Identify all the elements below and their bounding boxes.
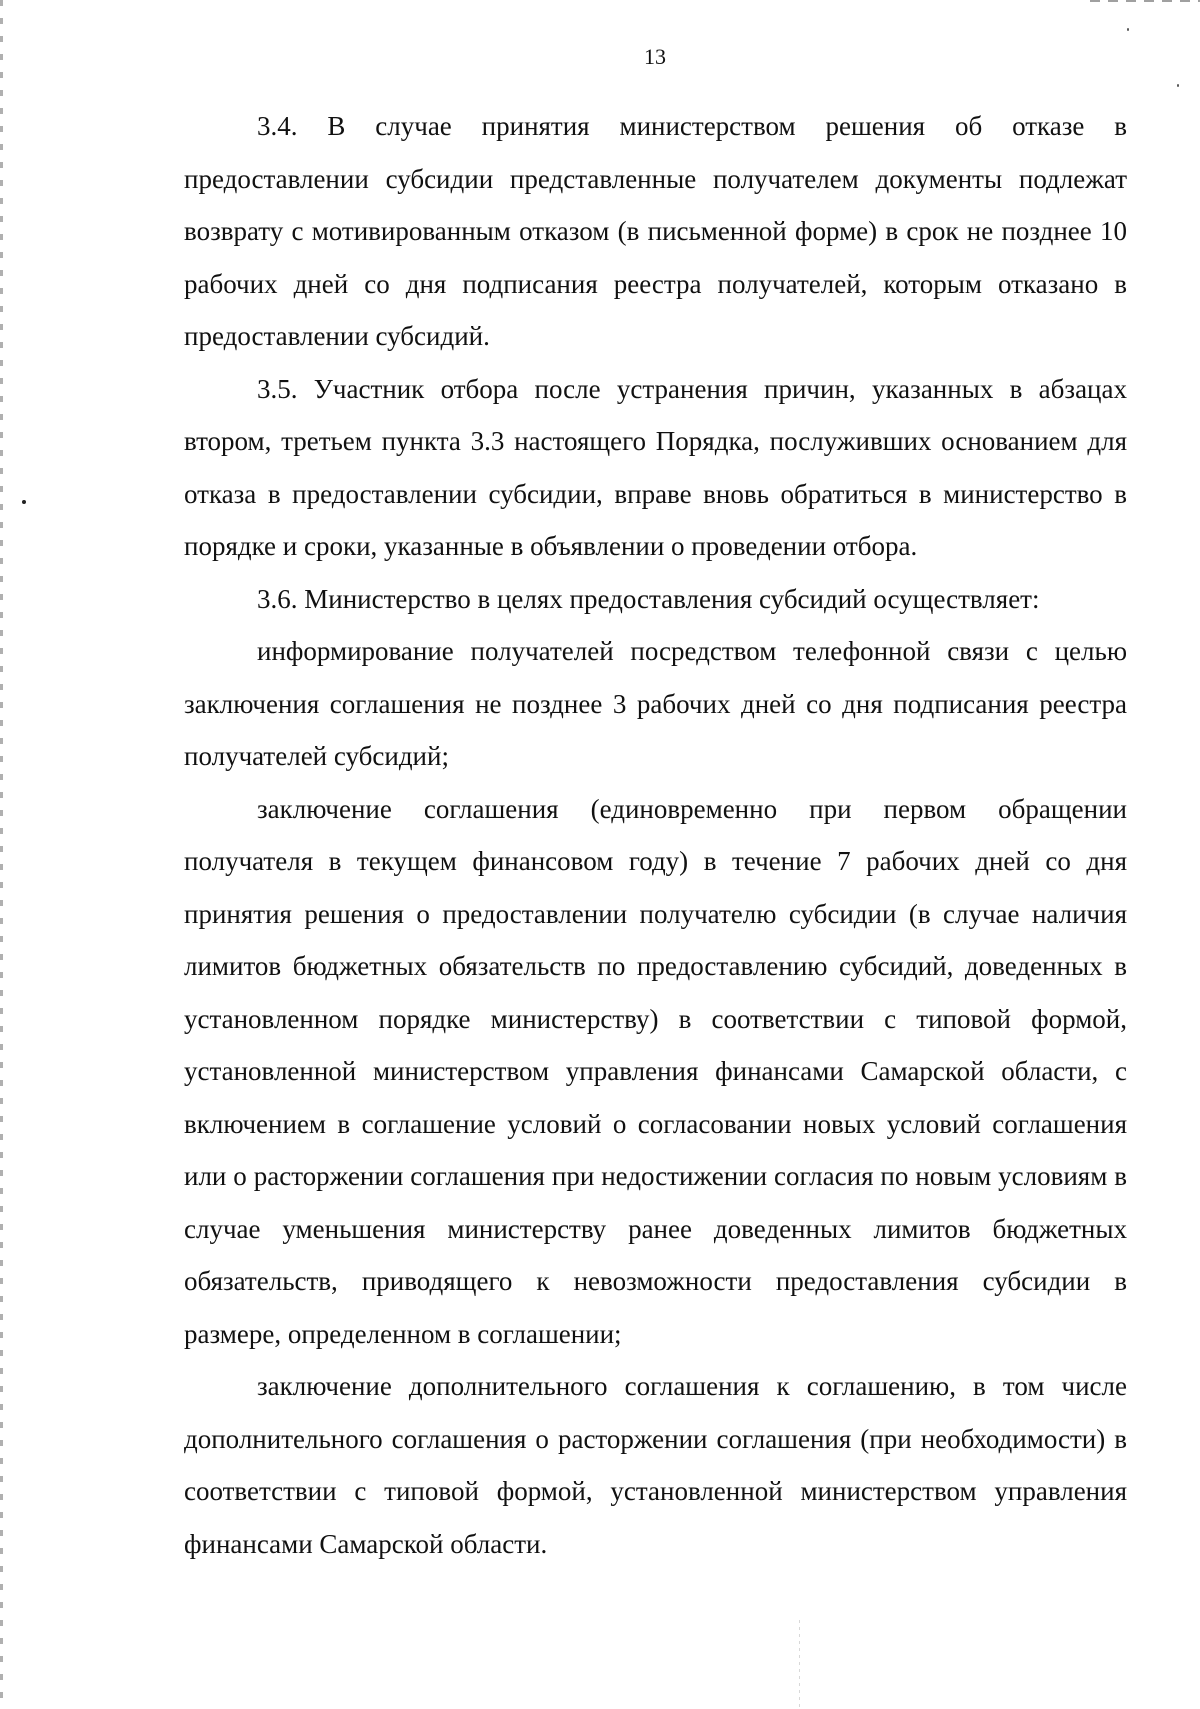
- paragraph-3-5: 3.5. Участник отбора после устранения причин, указанных в абзацах втором, третьем пункта 3.3 настоящего Порядка, послуживших основанием для отказа в предоставлении субсидии, вправе вновь обратиться в министерство в порядке и сроки, указанные в объявлении о проведении отбора.: [184, 373, 1127, 561]
- scan-left-edge: [0, 0, 3, 1709]
- paragraph-3-6: 3.6. Министерство в целях предоставления субсидий осуществляет:: [257, 583, 1040, 614]
- scan-speck: [22, 500, 26, 504]
- scan-speck: [1127, 28, 1129, 31]
- paragraph-3-6-informing: информирование получателей посредством телефонной связи с целью заключения соглашения не позднее 3 рабочих дней со дня подписания реестра получателей субсидий;: [184, 636, 1127, 771]
- paragraph-3-6-agreement: заключение соглашения (единовременно при первом обращении получателя в текущем финансовом году) в течение 7 рабочих дней со дня принятия решения о предоставлении получателю субсидии (в случае наличия лимитов бюджетных обязательств по предоставлению субсидий, доведенных в установленном порядке министерству) в соответствии с типовой формой, установленной министерством управления финансами Самарской области, с включением в соглашение условий о согласовании новых условий соглашения или о расторжении соглашения при недостижении согласия по новым условиям в случае уменьшения министерству ранее доведенных лимитов бюджетных обязательств, приводящего к невозможности предоставления субсидии в размере, определенном в соглашении;: [184, 793, 1127, 1349]
- scan-speck: [1177, 84, 1179, 87]
- paragraph-3-4: 3.4. В случае принятия министерством решения об отказе в предоставлении субсидии представленные получателем документы подлежат возврату с мотивированным отказом (в письменной форме) в срок не позднее 10 рабочих дней со дня подписания реестра получателей, которым отказано в предоставлении субсидий.: [184, 111, 1127, 351]
- scan-top-edge-mark: [1090, 0, 1200, 2]
- paragraph-3-6-additional-agreement: заключение дополнительного соглашения к соглашению, в том числе дополнительного соглашения о расторжении соглашения (при необходимости) в соответствии с типовой формой, установленной министерством управления финансами Самарской области.: [184, 1371, 1127, 1559]
- scan-artifact-line: [799, 1620, 800, 1709]
- document-body: [184, 100, 1127, 1570]
- page-number: 13: [644, 44, 666, 69]
